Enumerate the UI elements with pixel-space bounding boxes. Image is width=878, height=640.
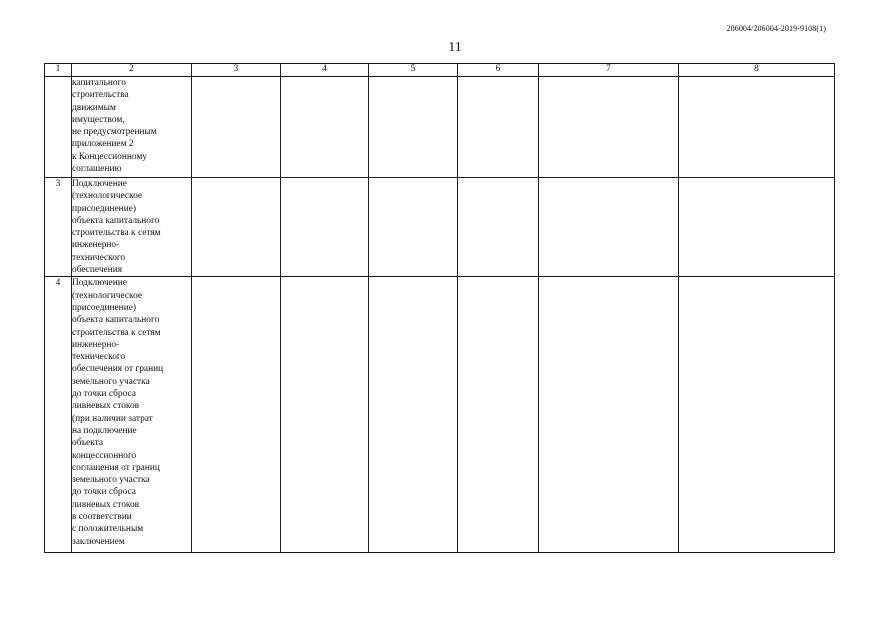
row-name-line: строительства к сетям (72, 327, 161, 338)
row-name-line: (при наличии затрат (72, 413, 153, 424)
row-name-line: земельного участка (72, 376, 150, 387)
empty-cell-col-3 (192, 77, 281, 178)
column-header: 7 (539, 64, 679, 77)
empty-cell-col-3 (192, 277, 281, 553)
empty-cell-col-7 (539, 277, 679, 553)
column-header: 1 (45, 64, 72, 77)
row-name-line: имуществом, (72, 114, 125, 125)
row-number-cell (45, 77, 72, 178)
row-name-line: технического (72, 352, 126, 363)
table-row (45, 178, 835, 277)
row-name-line: объекта капитального (72, 215, 160, 226)
column-header: 6 (458, 64, 539, 77)
column-header: 2 (72, 64, 192, 77)
empty-cell-col-7 (539, 178, 679, 277)
row-name-line: соглашению (72, 164, 122, 175)
empty-cell-col-4 (281, 277, 369, 553)
row-name-line: инженерно- (72, 240, 120, 251)
header-row (45, 64, 835, 77)
row-name-line: до точки сброса (72, 487, 136, 498)
row-name-line: обеспечения (72, 265, 123, 276)
empty-cell-col-4 (281, 178, 369, 277)
row-name-line: присоединение) (72, 302, 137, 313)
data-table (44, 63, 835, 553)
row-number-cell: 3 (45, 178, 72, 277)
row-number-cell: 4 (45, 277, 72, 553)
column-header: 3 (192, 64, 281, 77)
document-id: 206004/206004-2019-9108(1) (726, 24, 826, 33)
row-name-line: объекта (72, 438, 104, 449)
row-name-line: земельного участка (72, 475, 150, 486)
row-name-line: в соответствии (72, 512, 132, 523)
row-name-line: на подключение (72, 425, 137, 436)
table-body (45, 77, 835, 553)
column-header: 8 (679, 64, 835, 77)
row-name-cell (72, 277, 192, 553)
row-name-line: ливневых стоков (72, 499, 140, 510)
empty-cell-col-3 (192, 178, 281, 277)
empty-cell-col-6 (458, 178, 539, 277)
row-name-line: не предусмотренным (72, 127, 157, 138)
row-name-line: капитального (72, 78, 126, 88)
row-name-line: движимым (72, 102, 116, 113)
row-name-line: Подключение (72, 278, 127, 289)
row-name-line: приложением 2 (72, 139, 134, 150)
row-name-line: инженерно- (72, 339, 120, 350)
empty-cell-col-8 (679, 178, 835, 277)
row-name-line: ливневых стоков (72, 401, 140, 412)
column-header: 4 (281, 64, 369, 77)
empty-cell-col-5 (369, 178, 458, 277)
empty-cell-col-5 (369, 277, 458, 553)
empty-cell-col-6 (458, 277, 539, 553)
column-header: 5 (369, 64, 458, 77)
row-name-line: строительства к сетям (72, 228, 161, 239)
row-name-cell (72, 77, 192, 178)
empty-cell-col-5 (369, 77, 458, 178)
row-name-line: Подключение (72, 179, 127, 189)
row-name-line: (технологическое (72, 290, 143, 301)
row-name-line: к Концессионному (72, 151, 147, 162)
row-name-line: объекта капитального (72, 315, 160, 326)
row-name-line: соглашения от границ (72, 462, 160, 473)
row-name-line: присоединение) (72, 203, 137, 214)
row-name-line: концессионного (72, 450, 137, 461)
row-name-line: до точки сброса (72, 389, 136, 400)
empty-cell-col-8 (679, 77, 835, 178)
table-row (45, 277, 835, 553)
empty-cell-col-4 (281, 77, 369, 178)
row-name-line: заключением (72, 536, 125, 547)
table-row (45, 77, 835, 178)
row-name-line: с положительным (72, 524, 144, 535)
row-name-line: (технологическое (72, 191, 143, 202)
empty-cell-col-8 (679, 277, 835, 553)
row-name-line: технического (72, 252, 126, 263)
empty-cell-col-6 (458, 77, 539, 178)
row-name-line: строительства (72, 90, 129, 101)
empty-cell-col-7 (539, 77, 679, 178)
row-name-cell (72, 178, 192, 277)
page-number: 11 (448, 40, 462, 55)
row-name-line: обеспечения от границ (72, 364, 164, 375)
